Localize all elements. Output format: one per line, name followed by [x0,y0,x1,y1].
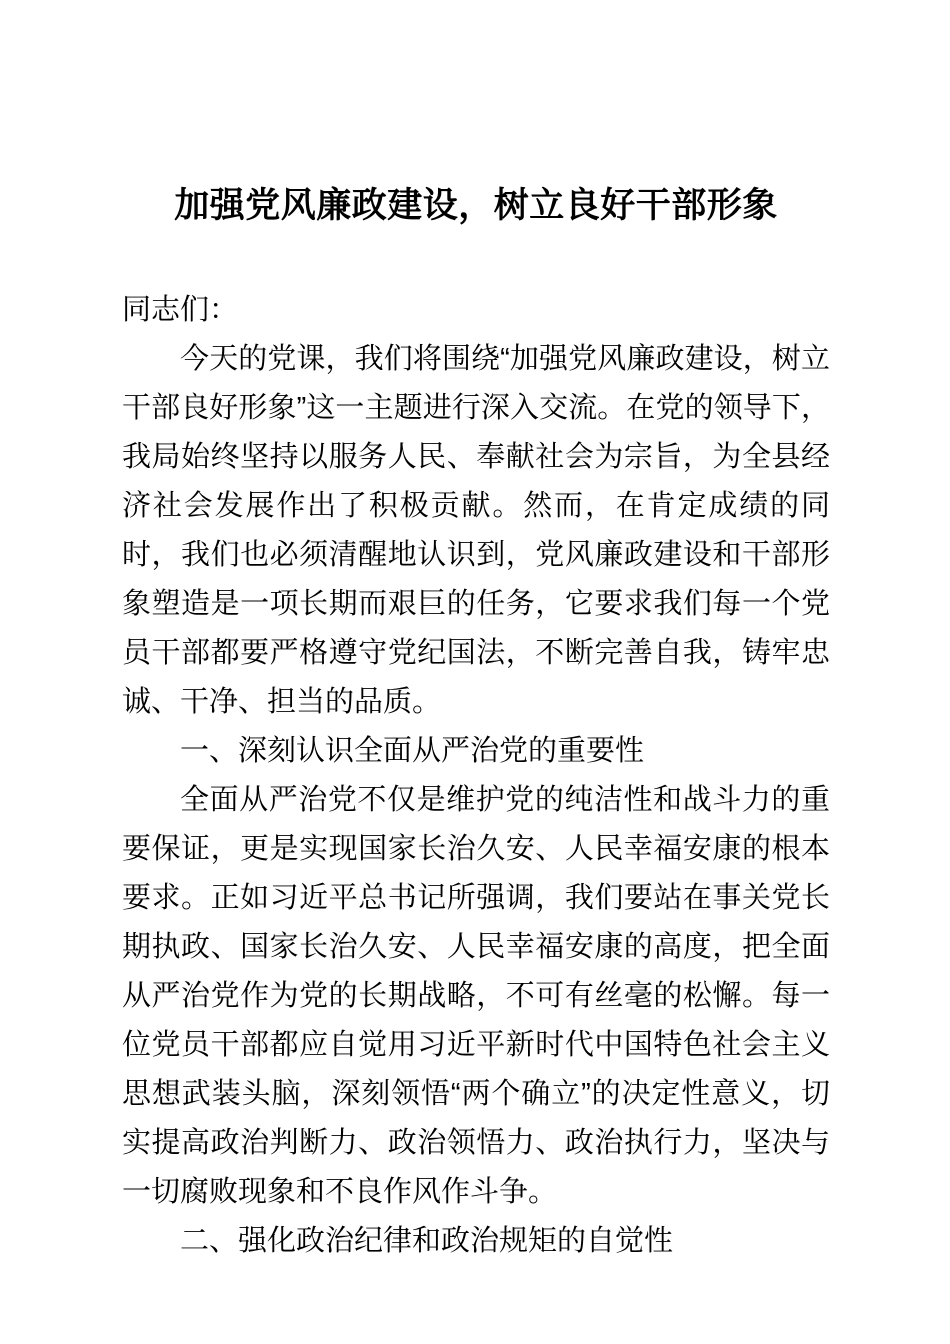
salutation: 同志们： [122,294,239,326]
section-heading-1: 一、深刻认识全面从严治党的重要性 [180,735,645,767]
document-body [122,286,830,1266]
paragraph-intro: 今天的党课，我们将围绕“加强党风廉政建设，树立干部良好形象”这一主题进行深入交流。在党的领导下，我局始终坚持以服务人民、奉献社会为宗旨，为全县经济社会发展作出了积极贡献。然而，在肯定成绩的同时，我们也必须清醒地认识到，党风廉政建设和干部形象塑造是一项长期而艰巨的任务，它要求我们每一个党员干部都要严格遵守党纪国法，不断完善自我，铸牢忠诚、干净、担当的品质。 [122,343,830,718]
document-title: 加强党风廉政建设，树立良好干部形象 [174,186,778,225]
section-heading-2: 二、强化政治纪律和政治规矩的自觉性 [180,1225,674,1257]
paragraph-section-1: 全面从严治党不仅是维护党的纯洁性和战斗力的重要保证，更是实现国家长治久安、人民幸福安康的根本要求。正如习近平总书记所强调，我们要站在事关党长期执政、国家长治久安、人民幸福安康的高度，把全面从严治党作为党的长期战略，不可有丝毫的松懈。每一位党员干部都应自觉用习近平新时代中国特色社会主义思想武装头脑，深刻领悟“两个确立”的决定性意义，切实提高政治判断力、政治领悟力、政治执行力，坚决与一切腐败现象和不良作风作斗争。 [122,784,830,1208]
